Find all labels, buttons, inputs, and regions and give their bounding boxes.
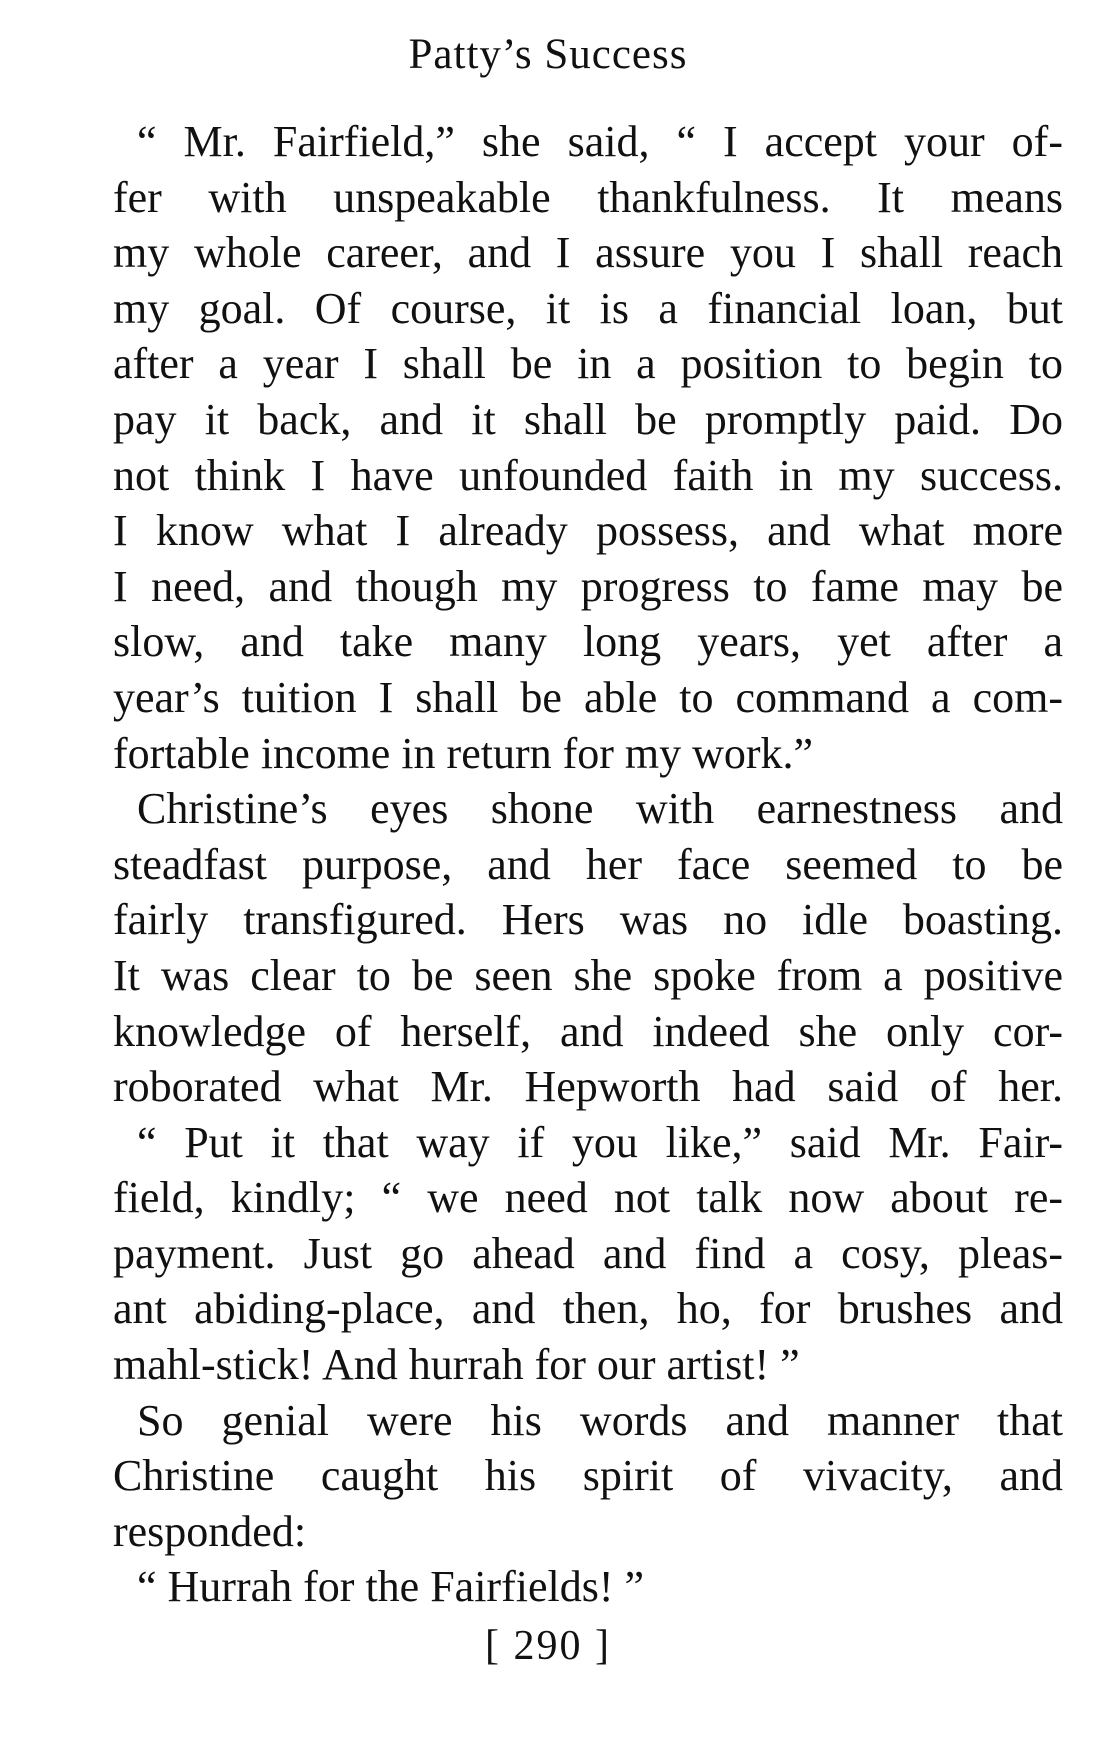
text-line: my goal. Of course, it is a financial loan, but — [113, 283, 1063, 333]
text-line: ant abiding-place, and then, ho, for brushes and — [113, 1284, 1063, 1334]
text-line: roborated what Mr. Hepworth had said of her. — [113, 1062, 1063, 1112]
text-line: I need, and though my progress to fame may be — [113, 561, 1063, 611]
text-line: pay it back, and it shall be promptly paid. Do — [113, 394, 1063, 444]
text-line: So genial were his words and manner that — [137, 1395, 1063, 1445]
text-line: “ Put it that way if you like,” said Mr. Fair- — [137, 1117, 1063, 1167]
text-line: slow, and take many long years, yet after a — [113, 617, 1063, 667]
text-line: fer with unspeakable thankfulness. It means — [113, 172, 1063, 222]
text-line: Christine’s eyes shone with earnestness and — [137, 784, 1063, 834]
text-line: I know what I already possess, and what more — [113, 506, 1063, 556]
text-line: steadfast purpose, and her face seemed to be — [113, 839, 1063, 889]
text-line: not think I have unfounded faith in my success. — [113, 450, 1063, 500]
text-line: year’s tuition I shall be able to command a com- — [113, 672, 1063, 722]
text-line: field, kindly; “ we need not talk now about re- — [113, 1173, 1063, 1223]
text-line: my whole career, and I assure you I shall reach — [113, 228, 1063, 278]
text-line: Christine caught his spirit of vivacity, and — [113, 1451, 1063, 1501]
running-header: Patty’s Success — [408, 31, 688, 78]
text-line: mahl-stick! And hurrah for our artist! ” — [113, 1340, 800, 1390]
body-text — [113, 114, 1063, 1615]
text-line: fortable income in return for my work.” — [113, 728, 814, 778]
text-line: after a year I shall be in a position to begin to — [113, 339, 1063, 389]
text-line: payment. Just go ahead and find a cosy, pleas- — [113, 1228, 1063, 1278]
text-line: It was clear to be seen she spoke from a positive — [113, 950, 1063, 1000]
text-line: responded: — [113, 1506, 307, 1556]
text-line: “ Hurrah for the Fairfields! ” — [137, 1562, 645, 1612]
text-line: “ Mr. Fairfield,” she said, “ I accept your of- — [137, 117, 1063, 166]
page-number: [ 290 ] — [485, 1623, 611, 1669]
text-line: fairly transfigured. Hers was no idle boasting. — [113, 895, 1063, 945]
text-line: knowledge of herself, and indeed she only cor- — [113, 1006, 1063, 1056]
